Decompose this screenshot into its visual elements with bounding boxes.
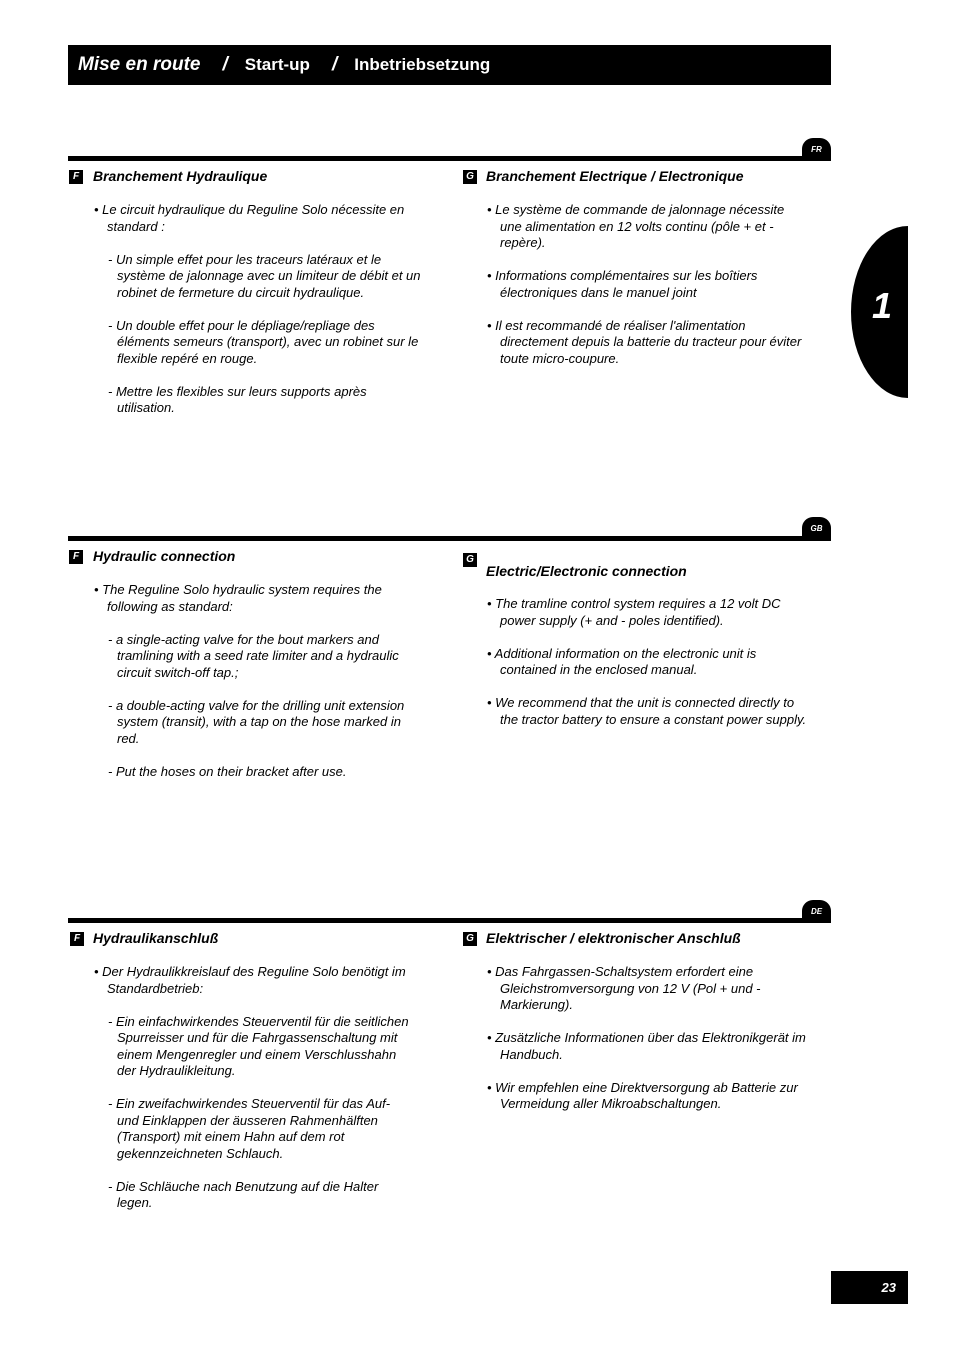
column-badge: F (70, 932, 84, 946)
section-heading (69, 168, 267, 184)
column-badge: F (69, 170, 83, 184)
section-heading (463, 168, 744, 184)
dash-item: - Mettre les flexibles sur leurs supports après utilisation. (108, 383, 367, 415)
header-separator: / (222, 54, 228, 75)
column-badge: F (69, 550, 83, 564)
section-heading (486, 563, 687, 579)
heading-text: Branchement Hydraulique (93, 168, 268, 184)
heading-text: Electric/Electronic connection (486, 563, 687, 579)
section-rule (68, 156, 831, 161)
dash-item: - Put the hoses on their bracket after use. (108, 763, 347, 779)
bullet-item: • Il est recommandé de réaliser l'alimentation directement depuis la batterie du tracteur pour éviter toute micro-coupure. (487, 317, 802, 366)
dash-item: - Un double effet pour le dépliage/repliage des éléments semeurs (transport), avec un robinet sur le flexible repéré en rouge. (108, 317, 419, 366)
bullet-item: • Le circuit hydraulique du Reguline Solo nécessite en standard : (94, 202, 405, 234)
section-body (487, 202, 807, 384)
language-tab-de: DE (802, 900, 831, 922)
header-title-de: Inbetriebsetzung (354, 55, 491, 74)
language-tab-fr: FR (802, 138, 831, 160)
section-heading (69, 548, 235, 564)
section-body (487, 596, 807, 745)
column-badge: G (463, 932, 477, 946)
dash-item: - Ein zweifachwirkendes Steuerventil für das Auf- und Einklappen der äusseren Rahmenhälften (Transport) mit einem Hahn auf dem rot gekennzeichneten Schlauch. (108, 1096, 391, 1161)
section-body (94, 964, 414, 1228)
section-body (487, 964, 812, 1129)
bullet-item: • Informations complémentaires sur les boîtiers électroniques dans le manuel joint (487, 268, 758, 300)
heading-text: Elektrischer / elektronischer Anschluß (486, 930, 741, 946)
section-rule (68, 536, 831, 541)
bullet-item: • We recommend that the unit is connected directly to the tractor battery to ensure a constant power supply. (487, 695, 807, 727)
chapter-number: 1 (872, 285, 893, 326)
section-body (94, 582, 424, 797)
heading-text: Branchement Electrique / Electronique (486, 168, 744, 184)
bullet-item: • Wir empfehlen eine Direktversorgung ab Batterie zur Vermeidung aller Mikroabschaltungen. (487, 1079, 798, 1111)
page-number: 23 (831, 1271, 908, 1304)
heading-text: Hydraulikanschluß (93, 930, 219, 946)
dash-item: - a single-acting valve for the bout markers and tramlining with a seed rate limiter and a hydraulic circuit switch-off tap.; (108, 631, 399, 680)
heading-text: Hydraulic connection (93, 548, 236, 564)
section-rule (68, 918, 831, 923)
header-title-fr: Mise en route (78, 54, 201, 75)
bullet-item: • Additional information on the electronic unit is contained in the enclosed manual. (487, 645, 757, 677)
bullet-item: • Zusätzliche Informationen über das Elektronikgerät im Handbuch. (487, 1030, 806, 1062)
dash-item: - Die Schläuche nach Benutzung auf die Halter legen. (108, 1178, 379, 1210)
header-separator: / (331, 54, 338, 75)
bullet-item: • The Reguline Solo hydraulic system requires the following as standard: (94, 582, 382, 614)
section-heading (463, 930, 741, 946)
bullet-item: • The tramline control system requires a 12 volt DC power supply (+ and - poles identified). (487, 596, 781, 628)
bullet-item: • Le système de commande de jalonnage nécessite une alimentation en 12 volts continu (pôle + et - repère). (487, 202, 785, 250)
section-body (94, 202, 424, 433)
bullet-item: • Der Hydraulikkreislauf des Reguline Solo benötigt im Standardbetrieb: (94, 964, 406, 996)
language-tab-gb: GB (802, 517, 831, 539)
column-badge: G (463, 170, 477, 184)
bullet-item: • Das Fahrgassen-Schaltsystem erfordert eine Gleichstromversorgung von 12 V (Pol + und - Markierung). (487, 964, 761, 1012)
dash-item: - Un simple effet pour les traceurs latéraux et le système de jalonnage avec un limiteur de débit et un robinet de fermeture du circuit hydraulique. (108, 251, 421, 300)
dash-item: - a double-acting valve for the drilling unit extension system (transit), with a tap on the hose marked in red. (108, 697, 405, 746)
column-badge: G (463, 553, 477, 567)
section-heading (70, 930, 218, 946)
header-title-gb: Start-up (244, 55, 310, 74)
page-header-bar (68, 45, 831, 85)
dash-item: - Ein einfachwirkendes Steuerventil für die seitlichen Spurreisser und für die Fahrgassenschaltung mit einem Mengenregler und einem Verschlusshahn der Hydraulikleitung. (108, 1013, 409, 1078)
